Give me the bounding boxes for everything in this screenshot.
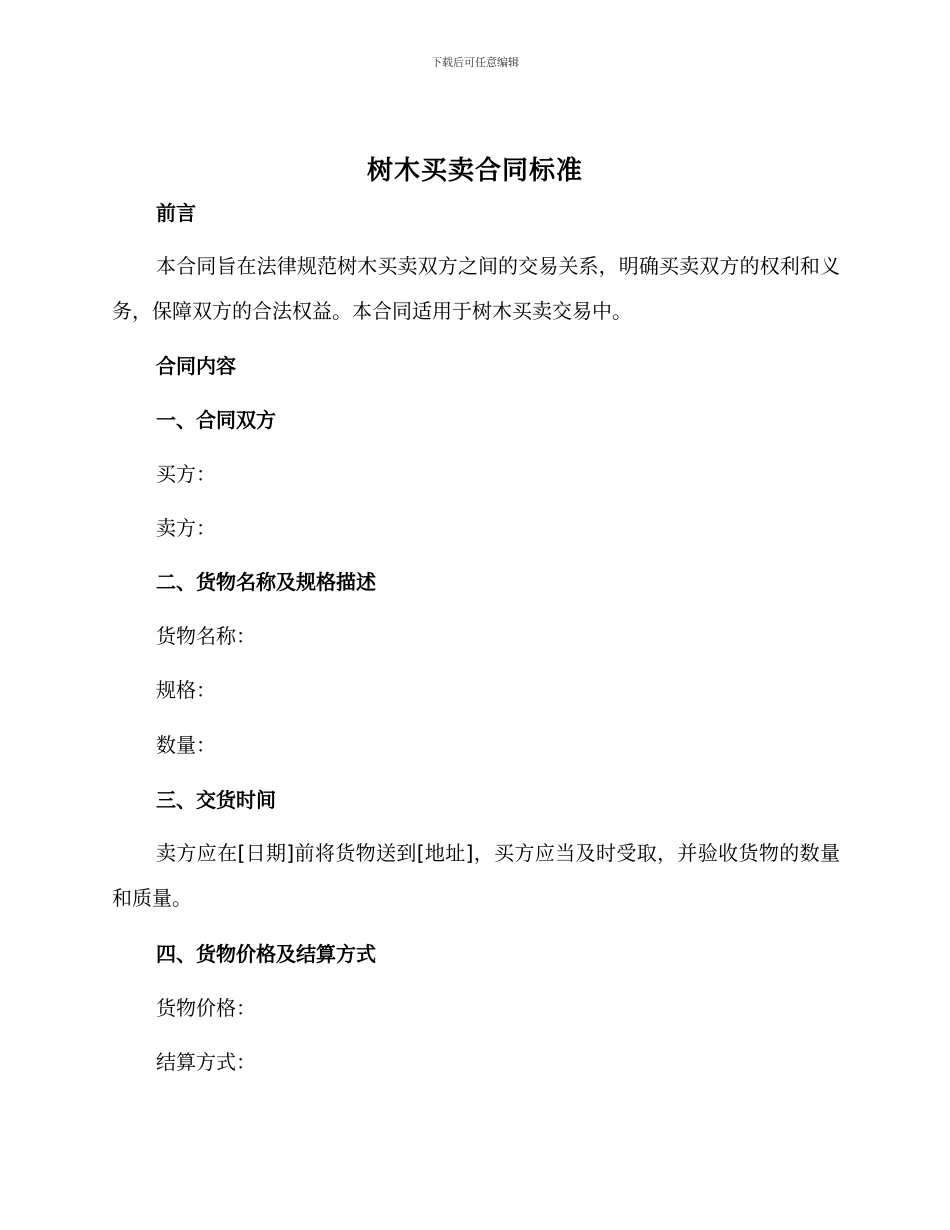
section-2-heading: 二、货物名称及规格描述	[156, 570, 376, 594]
buyer-field: 买方：	[156, 462, 216, 486]
section-3-paragraph: 卖方应在[日期]前将货物送到[地址]，买方应当及时受取，并验收货物的数量和质量。	[112, 841, 840, 910]
section-3-heading: 三、交货时间	[156, 788, 276, 812]
contract-content-heading: 合同内容	[156, 354, 236, 378]
preface-heading: 前言	[156, 201, 196, 225]
price-field: 货物价格：	[156, 996, 256, 1020]
preface-paragraph: 本合同旨在法律规范树木买卖双方之间的交易关系，明确买卖双方的权利和义务，保障双方的合法权益。本合同适用于树木买卖交易中。	[112, 254, 840, 323]
spec-field: 规格：	[156, 678, 216, 702]
section-4-heading: 四、货物价格及结算方式	[156, 942, 376, 966]
section-1-heading: 一、合同双方	[156, 408, 276, 432]
document-title: 树木买卖合同标准	[366, 156, 583, 186]
goods-name-field: 货物名称：	[156, 624, 256, 648]
quantity-field: 数量：	[156, 733, 216, 757]
seller-field: 卖方：	[156, 516, 216, 540]
settlement-field: 结算方式：	[156, 1050, 256, 1074]
header-note: 下载后可任意编辑	[431, 56, 519, 69]
